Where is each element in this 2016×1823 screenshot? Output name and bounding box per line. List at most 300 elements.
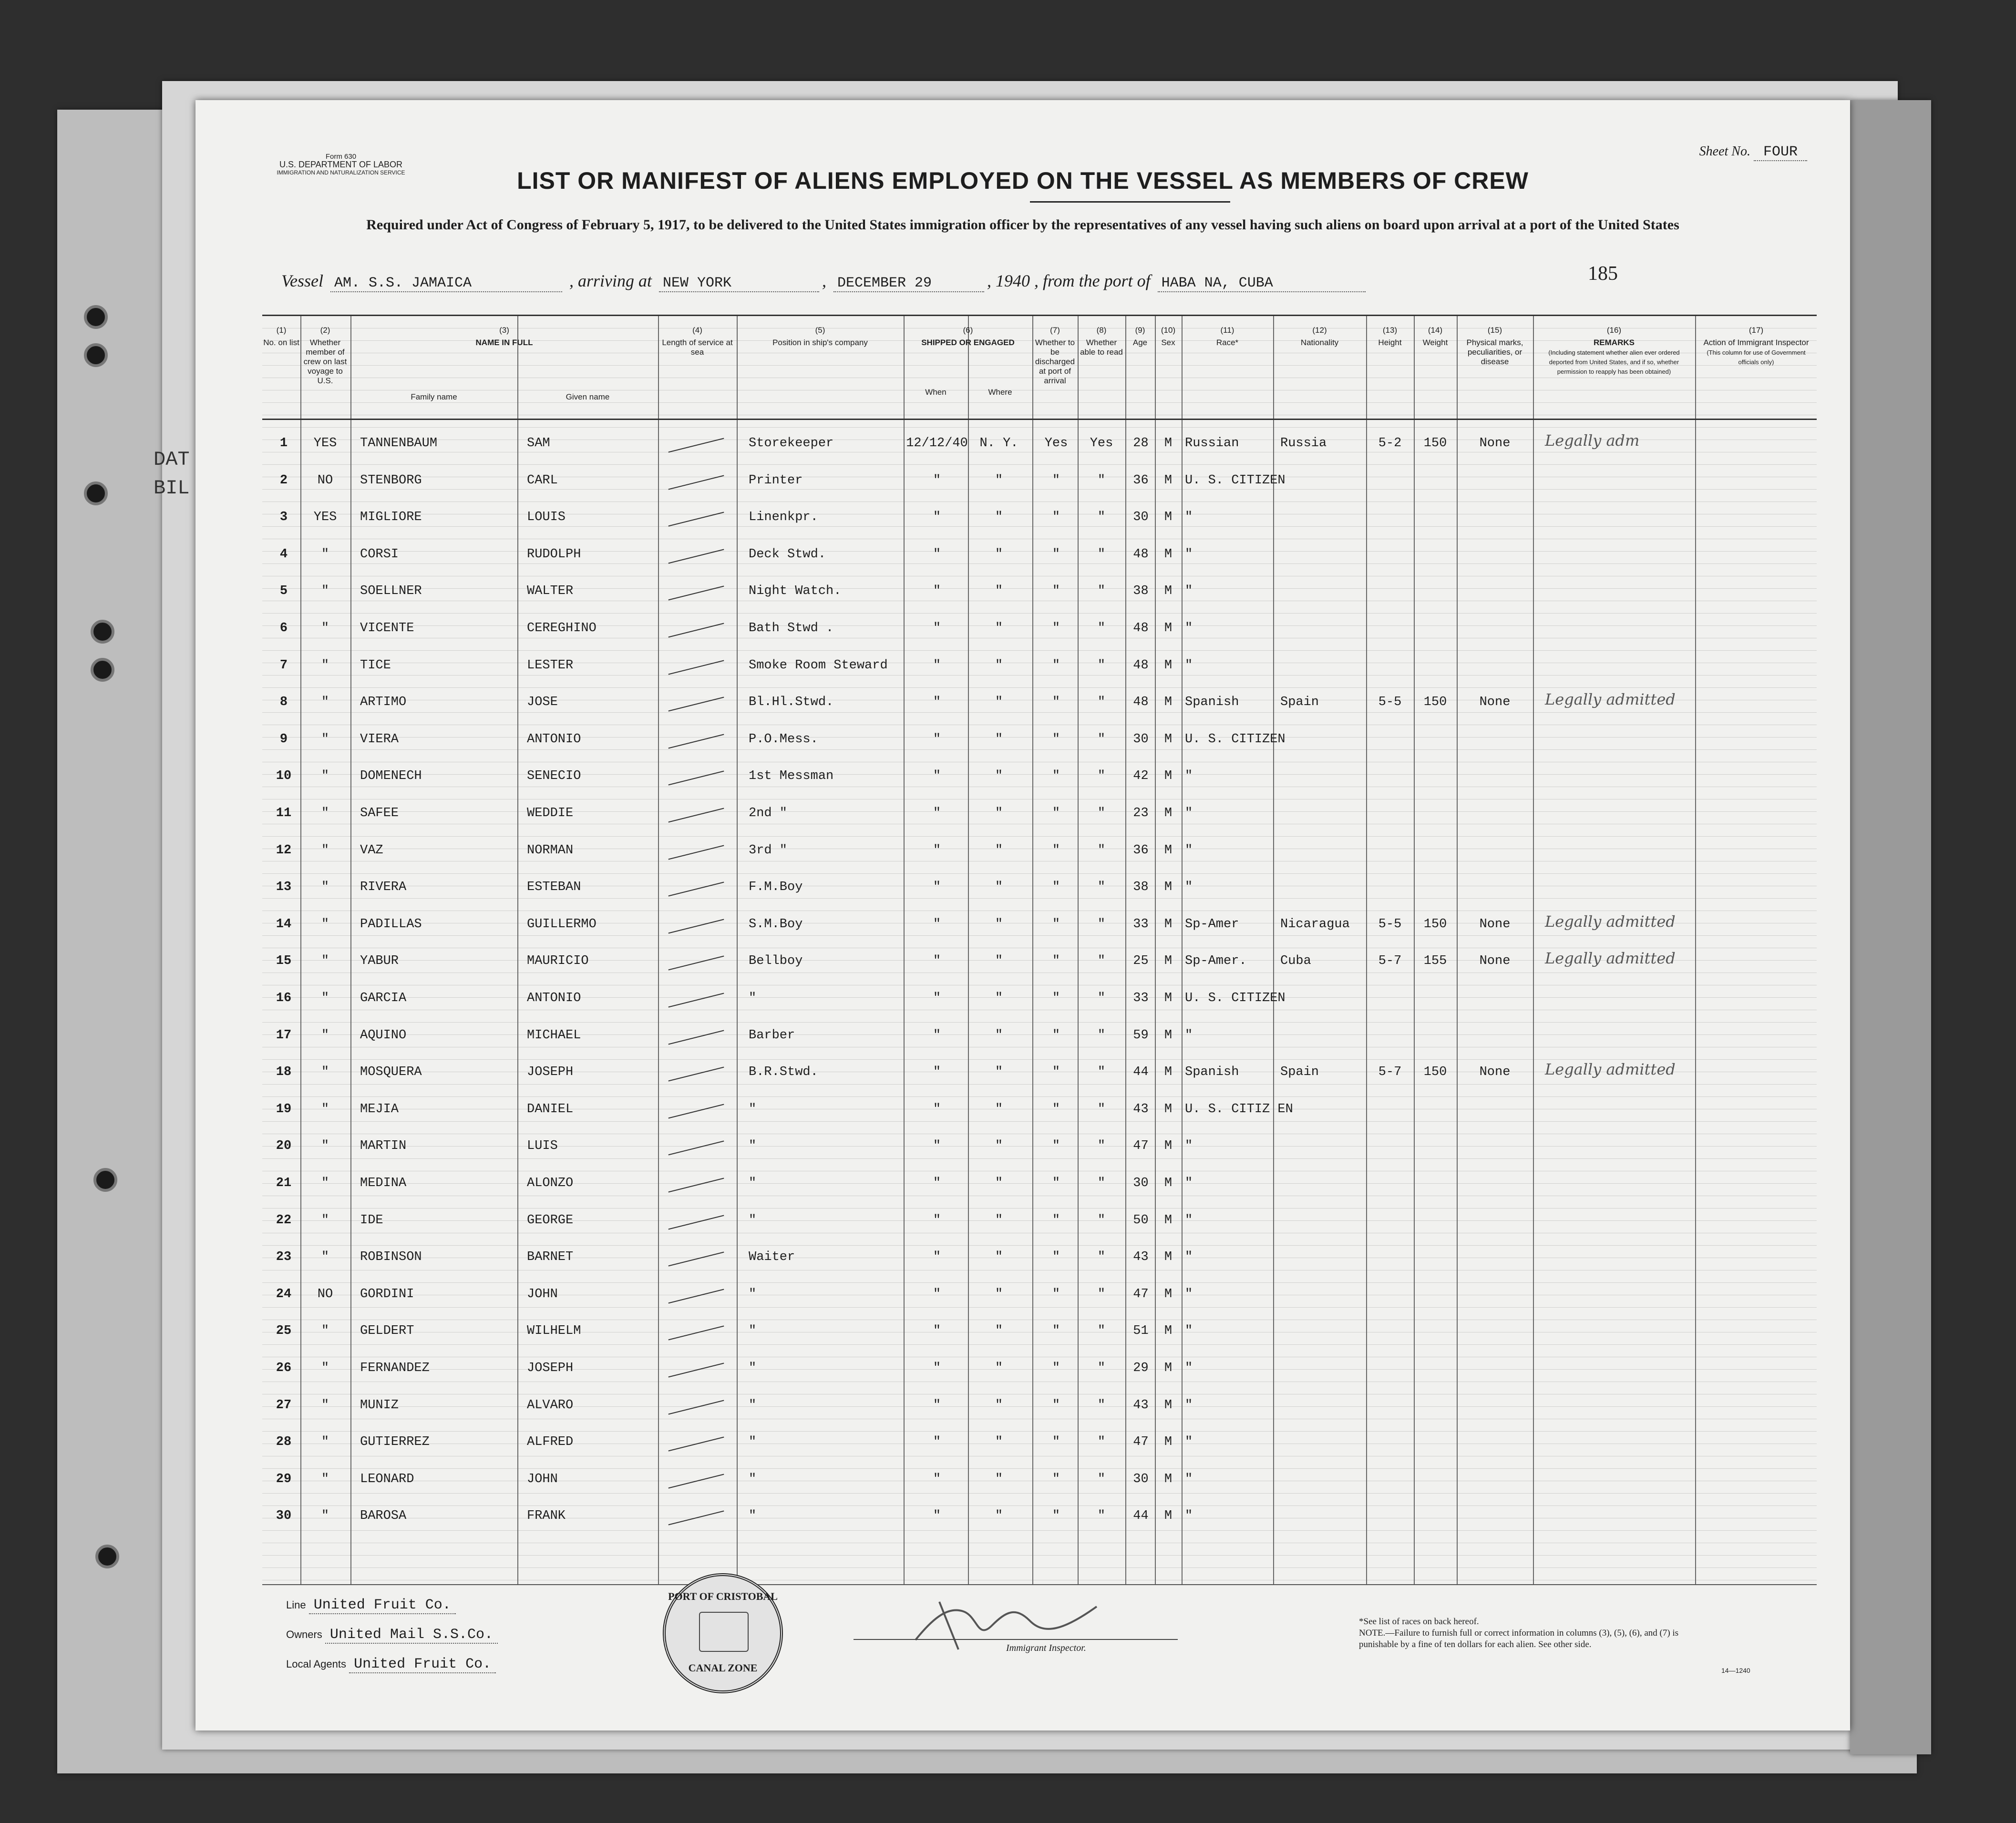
discharge: "	[1052, 917, 1060, 932]
physical-marks: None	[1479, 954, 1511, 969]
shipped-when: "	[933, 510, 941, 525]
position: 3rd "	[749, 843, 788, 858]
shipped-where: "	[995, 1435, 1003, 1450]
shipped-where: "	[995, 1213, 1003, 1228]
shipped-where: "	[995, 1287, 1003, 1301]
position: "	[749, 1509, 757, 1524]
shipped-when: "	[933, 1361, 941, 1375]
family-name: LEONARD	[360, 1472, 414, 1486]
given-name: ALONZO	[527, 1176, 574, 1190]
family-name: AQUINO	[360, 1028, 407, 1043]
last-voyage: "	[321, 1361, 329, 1375]
page-title: LIST OR MANIFEST OF ALIENS EMPLOYED ON THE VESSEL AS MEMBERS OF CREW	[517, 167, 1529, 194]
shipped-where: "	[995, 695, 1003, 710]
last-voyage: "	[321, 732, 329, 747]
last-voyage: "	[321, 843, 329, 858]
shipped-where: "	[995, 1065, 1003, 1080]
vessel-line: Vessel AM. S.S. JAMAICA , arriving at NEW YORK , DECEMBER 29 , 1940 , from the port of HABA NA, CUBA	[281, 271, 1368, 292]
shipped-where: "	[995, 473, 1003, 488]
age: 30	[1133, 1176, 1149, 1190]
position: Bl.Hl.Stwd.	[749, 695, 834, 710]
physical-marks: None	[1479, 917, 1511, 932]
family-name: STENBORG	[360, 473, 422, 488]
row-number: 18	[276, 1065, 292, 1080]
physical-marks: None	[1479, 436, 1511, 451]
table-row	[262, 1462, 1817, 1498]
shipped-when: "	[933, 1509, 941, 1524]
family-name: SAFEE	[360, 806, 399, 820]
given-name: CARL	[527, 473, 558, 488]
able-to-read: "	[1097, 806, 1106, 820]
service-length-mark	[669, 512, 724, 527]
col-header-race: (11) Race*	[1216, 326, 1239, 347]
race: U. S. CITIZEN	[1185, 473, 1286, 488]
row-number: 3	[279, 510, 288, 525]
age: 36	[1133, 843, 1149, 858]
family-name: MUNIZ	[360, 1398, 399, 1413]
table-row	[262, 1018, 1817, 1054]
shipped-when: "	[933, 1213, 941, 1228]
row-number: 5	[279, 584, 288, 599]
position: "	[749, 1176, 757, 1190]
discharge: "	[1052, 1324, 1060, 1339]
sex: M	[1164, 843, 1173, 858]
sex: M	[1164, 473, 1173, 488]
age: 48	[1133, 695, 1149, 710]
col-header-sex: (10) Sex	[1161, 326, 1176, 347]
family-name: SOELLNER	[360, 584, 422, 599]
race: "	[1185, 880, 1193, 895]
able-to-read: "	[1097, 769, 1106, 784]
sex: M	[1164, 1065, 1173, 1080]
service-length-mark	[669, 771, 724, 786]
table-row	[262, 758, 1817, 795]
age: 28	[1133, 436, 1149, 451]
age: 44	[1133, 1065, 1149, 1080]
family-name: IDE	[360, 1213, 383, 1228]
service-length-mark	[669, 1326, 724, 1341]
able-to-read: "	[1097, 1102, 1106, 1116]
remarks: Legally adm	[1545, 431, 1640, 450]
family-name: GELDERT	[360, 1324, 414, 1339]
able-to-read: "	[1097, 917, 1106, 932]
table-row	[262, 611, 1817, 647]
last-voyage: NO	[317, 473, 333, 488]
sex: M	[1164, 1398, 1173, 1413]
arriving-port: NEW YORK	[659, 275, 819, 292]
family-name: FERNANDEZ	[360, 1361, 430, 1375]
col-header-when: When	[925, 388, 946, 397]
col-header-length-service: (4) Length of service at sea	[662, 326, 733, 357]
col-header-discharged: (7) Whether to be discharged at port of arrival	[1035, 326, 1075, 385]
table-row	[262, 685, 1817, 721]
table-row	[262, 426, 1817, 462]
able-to-read: Yes	[1090, 436, 1113, 451]
service-length-mark	[669, 1437, 724, 1452]
crew-table	[262, 315, 1817, 1585]
able-to-read: "	[1097, 1509, 1106, 1524]
subtitle: Required under Act of Congress of February 5, 1917, to be delivered to the United States immigration officer by the representatives of any vessel having such aliens on board upon arrival at a port of the United States	[366, 217, 1679, 233]
table-row	[262, 1388, 1817, 1424]
nationality: Spain	[1280, 695, 1319, 710]
title-rule	[1030, 201, 1230, 203]
given-name: BARNET	[527, 1250, 574, 1265]
race: "	[1185, 1509, 1193, 1524]
able-to-read: "	[1097, 1398, 1106, 1413]
able-to-read: "	[1097, 584, 1106, 599]
col-header-no: (1) No. on list	[263, 326, 299, 347]
race: "	[1185, 1361, 1193, 1375]
age: 30	[1133, 732, 1149, 747]
last-voyage: "	[321, 1028, 329, 1043]
given-name: ANTONIO	[527, 732, 581, 747]
race: "	[1185, 1398, 1193, 1413]
footer-company-info	[286, 1597, 498, 1686]
given-name: FRANK	[527, 1509, 566, 1524]
shipped-when: "	[933, 1102, 941, 1116]
weight: 150	[1423, 695, 1447, 710]
position: Linenkpr.	[749, 510, 818, 525]
shipped-where: "	[995, 1139, 1003, 1154]
discharge: "	[1052, 1139, 1060, 1154]
age: 44	[1133, 1509, 1149, 1524]
given-name: GEORGE	[527, 1213, 574, 1228]
race: U. S. CITIZ EN	[1185, 1102, 1293, 1116]
race: "	[1185, 510, 1193, 525]
service-length-mark	[669, 956, 724, 971]
discharge: "	[1052, 1176, 1060, 1190]
discharge: "	[1052, 1213, 1060, 1228]
owners-label: Owners	[286, 1628, 322, 1640]
shipped-when: "	[933, 1435, 941, 1450]
row-number: 28	[276, 1435, 292, 1450]
position: "	[749, 1102, 757, 1116]
position: 2nd "	[749, 806, 788, 820]
sex: M	[1164, 1324, 1173, 1339]
row-number: 9	[279, 732, 288, 747]
table-row	[262, 574, 1817, 610]
sex: M	[1164, 1176, 1173, 1190]
family-name: MOSQUERA	[360, 1065, 422, 1080]
sex: M	[1164, 806, 1173, 820]
race: U. S. CITIZEN	[1185, 732, 1286, 747]
service-length-mark	[669, 808, 724, 823]
agents-label: Local Agents	[286, 1658, 346, 1670]
age: 30	[1133, 510, 1149, 525]
punch-hole	[95, 1545, 119, 1568]
given-name: ALFRED	[527, 1435, 574, 1450]
family-name: ARTIMO	[360, 695, 407, 710]
able-to-read: "	[1097, 1250, 1106, 1265]
able-to-read: "	[1097, 695, 1106, 710]
table-row	[262, 1277, 1817, 1313]
row-number: 11	[276, 806, 292, 820]
race: "	[1185, 1213, 1193, 1228]
discharge: "	[1052, 473, 1060, 488]
race: U. S. CITIZEN	[1185, 991, 1286, 1005]
given-name: MICHAEL	[527, 1028, 581, 1043]
department: U.S. DEPARTMENT OF LABOR	[279, 160, 403, 169]
sheet-value: FOUR	[1754, 144, 1807, 161]
last-voyage: "	[321, 1102, 329, 1116]
discharge: "	[1052, 547, 1060, 562]
shipped-where: "	[995, 584, 1003, 599]
given-name: GUILLERMO	[527, 917, 597, 932]
position: Barber	[749, 1028, 795, 1043]
last-voyage: "	[321, 1176, 329, 1190]
height: 5-7	[1378, 1065, 1402, 1080]
position: "	[749, 1361, 757, 1375]
shipped-when: "	[933, 1065, 941, 1080]
shipped-when: "	[933, 991, 941, 1005]
service-length-mark	[669, 1141, 724, 1156]
row-number: 21	[276, 1176, 292, 1190]
height: 5-7	[1378, 954, 1402, 969]
last-voyage: "	[321, 1472, 329, 1486]
seal-top-text: PORT OF CRISTOBAL	[668, 1590, 778, 1602]
family-name: DOMENECH	[360, 769, 422, 784]
sex: M	[1164, 880, 1173, 895]
arrival-date: DECEMBER 29	[833, 275, 984, 292]
able-to-read: "	[1097, 843, 1106, 858]
able-to-read: "	[1097, 1213, 1106, 1228]
given-name: MAURICIO	[527, 954, 589, 969]
discharge: "	[1052, 954, 1060, 969]
family-name: MARTIN	[360, 1139, 407, 1154]
table-row	[262, 1313, 1817, 1350]
table-row	[262, 796, 1817, 832]
line-value: United Fruit Co.	[309, 1597, 456, 1614]
row-number: 27	[276, 1398, 292, 1413]
discharge: "	[1052, 732, 1060, 747]
shipped-where: "	[995, 806, 1003, 820]
nationality: Cuba	[1280, 954, 1311, 969]
table-row	[262, 1128, 1817, 1165]
sex: M	[1164, 732, 1173, 747]
shipped-when: "	[933, 473, 941, 488]
position: Bath Stwd .	[749, 621, 834, 635]
weight: 150	[1423, 436, 1447, 451]
vessel-name: AM. S.S. JAMAICA	[330, 275, 562, 292]
row-number: 10	[276, 769, 292, 784]
last-voyage: "	[321, 547, 329, 562]
table-row	[262, 648, 1817, 684]
age: 43	[1133, 1398, 1149, 1413]
shipped-when: "	[933, 621, 941, 635]
given-name: DANIEL	[527, 1102, 574, 1116]
age: 43	[1133, 1250, 1149, 1265]
sex: M	[1164, 584, 1173, 599]
last-voyage: "	[321, 1065, 329, 1080]
shipped-when: "	[933, 1028, 941, 1043]
last-voyage: "	[321, 1435, 329, 1450]
race: "	[1185, 1287, 1193, 1301]
row-number: 6	[279, 621, 288, 635]
service: IMMIGRATION AND NATURALIZATION SERVICE	[277, 169, 405, 176]
age: 51	[1133, 1324, 1149, 1339]
table-row	[262, 1498, 1817, 1535]
sex: M	[1164, 658, 1173, 673]
row-number: 15	[276, 954, 292, 969]
given-name: ANTONIO	[527, 991, 581, 1005]
service-length-mark	[669, 734, 724, 748]
service-length-mark	[669, 1474, 724, 1488]
port-seal-stamp	[663, 1573, 783, 1693]
race: "	[1185, 1028, 1193, 1043]
position: Night Watch.	[749, 584, 842, 599]
service-length-mark	[669, 1363, 724, 1378]
owners-value: United Mail S.S.Co.	[325, 1627, 498, 1644]
seal-bottom-text: CANAL ZONE	[688, 1662, 758, 1674]
manifest-sheet	[195, 100, 1850, 1731]
underlying-sheet-edge	[1850, 100, 1931, 1754]
row-number: 1	[279, 436, 288, 451]
given-name: NORMAN	[527, 843, 574, 858]
remarks: Legally admitted	[1545, 1060, 1676, 1079]
position: Deck Stwd.	[749, 547, 826, 562]
service-length-mark	[669, 1104, 724, 1118]
sex: M	[1164, 917, 1173, 932]
from-label: , from the port of	[1034, 271, 1151, 290]
last-voyage: YES	[313, 436, 337, 451]
last-voyage: "	[321, 1139, 329, 1154]
race: "	[1185, 621, 1193, 635]
able-to-read: "	[1097, 1435, 1106, 1450]
col-header-remarks: (16) REMARKS (Including statement whether alien ever ordered deported from United States, and if so, whether permission to reapply has been obtained)	[1548, 326, 1680, 375]
age: 42	[1133, 769, 1149, 784]
age: 50	[1133, 1213, 1149, 1228]
shipped-where: "	[995, 510, 1003, 525]
shipped-when: "	[933, 880, 941, 895]
able-to-read: "	[1097, 1065, 1106, 1080]
last-voyage: "	[321, 769, 329, 784]
side-label: DAT	[154, 448, 190, 471]
age: 48	[1133, 621, 1149, 635]
age: 38	[1133, 880, 1149, 895]
col-header-age: (9) Age	[1132, 326, 1148, 347]
able-to-read: "	[1097, 473, 1106, 488]
table-row	[262, 943, 1817, 980]
shipped-when: "	[933, 547, 941, 562]
nationality: Russia	[1280, 436, 1327, 451]
discharge: "	[1052, 806, 1060, 820]
shipped-when: "	[933, 584, 941, 599]
family-name: GUTIERREZ	[360, 1435, 430, 1450]
col-header-where: Where	[988, 388, 1012, 397]
discharge: "	[1052, 658, 1060, 673]
able-to-read: "	[1097, 880, 1106, 895]
able-to-read: "	[1097, 1028, 1106, 1043]
shipped-when: "	[933, 917, 941, 932]
sex: M	[1164, 1472, 1173, 1486]
age: 30	[1133, 1472, 1149, 1486]
position: Bellboy	[749, 954, 803, 969]
col-header-last-voyage: (2) Whether member of crew on last voyage to U.S.	[303, 326, 347, 385]
race: Sp-Amer	[1185, 917, 1239, 932]
row-number: 14	[276, 917, 292, 932]
position: Storekeeper	[749, 436, 834, 451]
age: 47	[1133, 1139, 1149, 1154]
nationality: Nicaragua	[1280, 917, 1350, 932]
col-header-given-name: Given name	[566, 392, 610, 401]
discharge: "	[1052, 1361, 1060, 1375]
last-voyage: YES	[313, 510, 337, 525]
note-races: *See list of races on back hereof.	[1359, 1617, 1479, 1627]
race: "	[1185, 769, 1193, 784]
table-row	[262, 833, 1817, 869]
table-row	[262, 1055, 1817, 1091]
weight: 150	[1423, 917, 1447, 932]
sex: M	[1164, 1509, 1173, 1524]
form-code: 14—1240	[1721, 1667, 1750, 1674]
given-name: JOSEPH	[527, 1065, 574, 1080]
shipped-where: "	[995, 1509, 1003, 1524]
family-name: VICENTE	[360, 621, 414, 635]
able-to-read: "	[1097, 510, 1106, 525]
row-number: 7	[279, 658, 288, 673]
service-length-mark	[669, 1511, 724, 1526]
shipped-where: "	[995, 658, 1003, 673]
footer-notes	[1359, 1616, 1693, 1650]
last-voyage: "	[321, 1509, 329, 1524]
sex: M	[1164, 1287, 1173, 1301]
last-voyage: NO	[317, 1287, 333, 1301]
age: 48	[1133, 658, 1149, 673]
discharge: "	[1052, 1065, 1060, 1080]
last-voyage: "	[321, 991, 329, 1005]
inspector-label: Immigrant Inspector.	[1006, 1643, 1086, 1653]
service-length-mark	[669, 549, 724, 563]
race: "	[1185, 1435, 1193, 1450]
service-length-mark	[669, 1067, 724, 1082]
height: 5-5	[1378, 695, 1402, 710]
position: 1st Messman	[749, 769, 834, 784]
last-voyage: "	[321, 917, 329, 932]
agents-value: United Fruit Co.	[349, 1656, 496, 1673]
sheet-label: Sheet No.	[1699, 144, 1750, 159]
shipped-when: "	[933, 732, 941, 747]
row-number: 2	[279, 473, 288, 488]
last-voyage: "	[321, 695, 329, 710]
row-number: 13	[276, 880, 292, 895]
table-row	[262, 722, 1817, 758]
race: "	[1185, 1472, 1193, 1486]
service-length-mark	[669, 623, 724, 638]
row-number: 20	[276, 1139, 292, 1154]
sex: M	[1164, 1028, 1173, 1043]
discharge: "	[1052, 695, 1060, 710]
row-number: 23	[276, 1250, 292, 1265]
shipped-when: "	[933, 658, 941, 673]
table-row	[262, 1092, 1817, 1128]
age: 43	[1133, 1102, 1149, 1116]
shipped-when: "	[933, 1287, 941, 1301]
shipped-where: "	[995, 621, 1003, 635]
race: "	[1185, 1139, 1193, 1154]
discharge: "	[1052, 843, 1060, 858]
nationality: Spain	[1280, 1065, 1319, 1080]
age: 33	[1133, 917, 1149, 932]
row-number: 24	[276, 1287, 292, 1301]
family-name: PADILLAS	[360, 917, 422, 932]
able-to-read: "	[1097, 1287, 1106, 1301]
service-length-mark	[669, 993, 724, 1008]
shipped-where: "	[995, 880, 1003, 895]
inspector-signature-line	[854, 1639, 1178, 1640]
remarks: Legally admitted	[1545, 949, 1676, 968]
service-length-mark	[669, 919, 724, 933]
position: "	[749, 1435, 757, 1450]
